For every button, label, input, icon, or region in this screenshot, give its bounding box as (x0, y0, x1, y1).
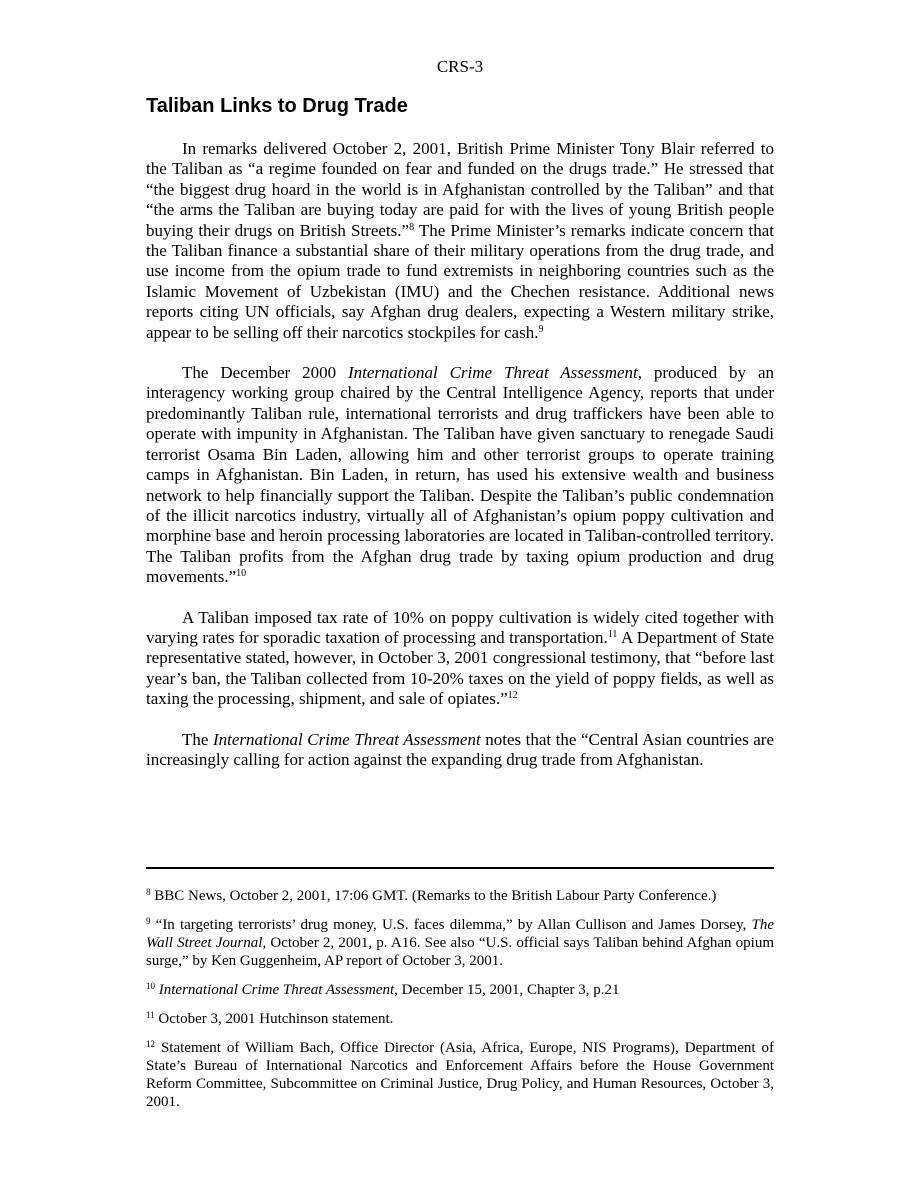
report-title: International Crime Threat Assessment (212, 729, 481, 749)
section-title: Taliban Links to Drug Trade (146, 95, 408, 117)
footnote-12 (146, 1039, 774, 1111)
report-title: International Crime Threat Assessment, (347, 363, 642, 383)
paragraph-text: produced by an interagency working group chaired by the Central Intelligence Agency, reports that under predominantly Taliban rule, international terrorists and drug traffickers have been able to operate with impunity in Afghanistan. The Taliban have given sanctuary to renegade Saudi terrorist Osama Bin Laden, allowing him and other terrorist groups to operate training camps in Afghanistan. Bin Laden, in return, has used his extensive wealth and business network to help financially support the Taliban. Despite the Taliban’s public condemnation of the illicit narcotics industry, virtually all of Afghanistan’s opium poppy cultivation and morphine base and heroin processing laboratories are located in Taliban-controlled territory. The Taliban profits from the Afghan drug trade by taxing opium production and drug movements.” (146, 363, 774, 587)
footnote-text: “In targeting terrorists’ drug money, U.S. faces dilemma,” by Allan Cullison and James Dorsey, (150, 917, 752, 933)
footnote-text: October 3, 2001 Hutchinson statement. (154, 1011, 394, 1027)
footnote-ref[interactable]: 12 (507, 690, 518, 702)
paragraph-central-asia (146, 730, 774, 771)
footnote-number: 8 (146, 887, 151, 897)
footnote-11 (146, 1010, 774, 1028)
paragraph-threat-assessment (146, 363, 774, 587)
paragraph-text: The Prime Minister’s remarks indicate concern that the Taliban finance a substantial share of their military operations from the drug trade, and use income from the opium trade to fund extremists in neighboring countries such as the Islamic Movement of Uzbekistan (IMU) and the Chechen resistance. Additional news reports citing UN officials, say Afghan drug dealers, expecting a Western military strike, appear to be selling off their narcotics stockpiles for cash. (146, 220, 774, 342)
footnote-10 (146, 981, 774, 999)
page-header: CRS-3 (436, 57, 484, 76)
footnote-8 (146, 887, 774, 905)
body-text (146, 139, 774, 790)
footnote-number: 12 (146, 1039, 155, 1049)
paragraph-blair-remarks (146, 139, 774, 343)
paragraph-text: notes that the “Central Asian countries are increasingly calling for action against the expanding drug trade from Afghanistan. (146, 729, 774, 769)
footnote-number: 10 (146, 981, 155, 991)
footnotes (146, 887, 774, 1122)
footnote-ref[interactable]: 11 (607, 628, 618, 640)
footnote-number: 9 (146, 916, 151, 926)
publication-title: International Crime Threat Assessment (155, 982, 395, 998)
publication-title: The Wall Street Journal (146, 917, 774, 951)
paragraph-text: The December 2000 (182, 363, 348, 383)
footnote-text: BBC News, October 2, 2001, 17:06 GMT. (Remarks to the British Labour Party Conference.) (150, 888, 717, 904)
footnote-number: 11 (146, 1010, 155, 1020)
paragraph-text: In remarks delivered October 2, 2001, British Prime Minister Tony Blair referred to the Taliban as “a regime founded on fear and funded on the drugs trade.” He stressed that “the biggest drug hoard in the world is in Afghanistan controlled by the Taliban” and that “the arms the Taliban are buying today are paid for with the lives of young British people buying their drugs on British Streets.” (146, 139, 774, 240)
paragraph-text: The (182, 729, 213, 749)
paragraph-tax-rate (146, 608, 774, 710)
footnote-text: Statement of William Bach, Office Director (Asia, Africa, Europe, NIS Programs), Department of State’s Bureau of International Narcotics and Enforcement Affairs before the House Government Reform Committee, Subcommittee on Criminal Justice, Drug Policy, and Human Resources, October 3, 2001. (146, 1040, 774, 1110)
footnote-text: , October 2, 2001, p. A16. See also “U.S. official says Taliban behind Afghan opium surge,” by Ken Guggenheim, AP report of October 3, 2001. (146, 935, 775, 969)
footnote-divider (146, 867, 774, 869)
footnote-ref[interactable]: 9 (538, 323, 544, 335)
footnote-ref[interactable]: 8 (409, 221, 415, 233)
footnote-ref[interactable]: 10 (236, 568, 247, 580)
paragraph-text: A Department of State representative stated, however, in October 3, 2001 congressional testimony, that “before last year’s ban, the Taliban collected from 10-20% taxes on the yield of poppy fields, as well as taxing the processing, shipment, and sale of opiates.” (146, 627, 774, 709)
footnote-9 (146, 916, 774, 970)
paragraph-text: A Taliban imposed tax rate of 10% on poppy cultivation is widely cited together with varying rates for sporadic taxation of processing and transportation. (146, 607, 774, 647)
footnote-text: , December 15, 2001, Chapter 3, p.21 (394, 982, 620, 998)
